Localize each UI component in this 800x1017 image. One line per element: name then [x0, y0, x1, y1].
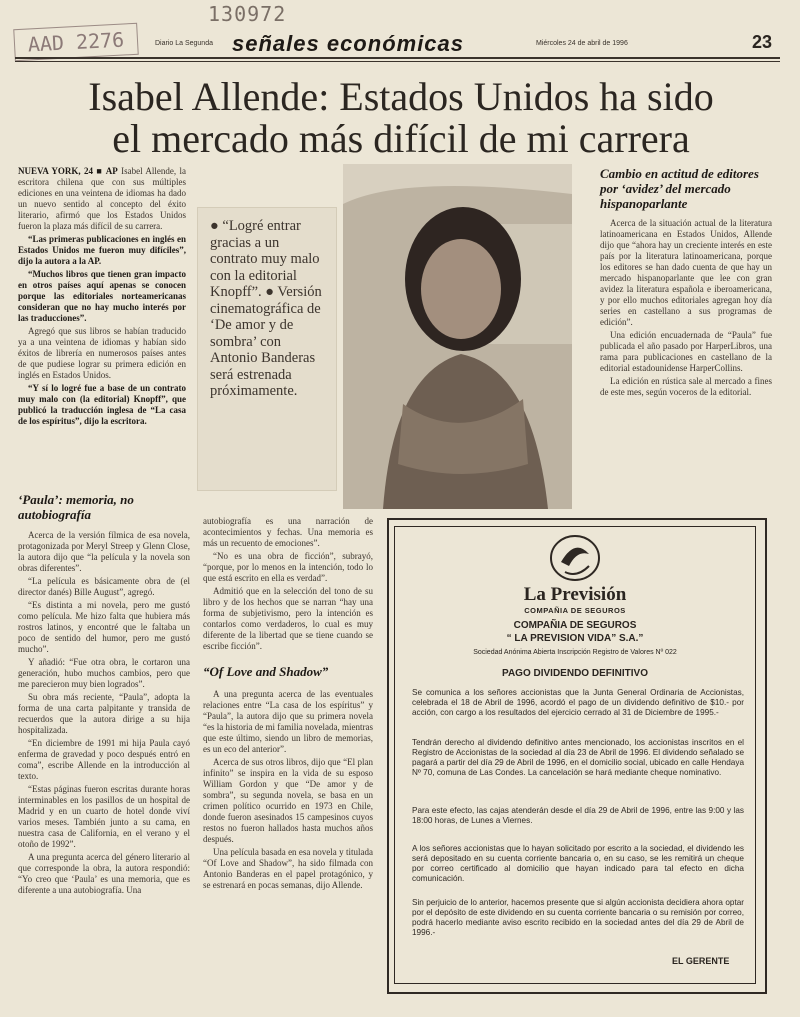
body-paragraph: La edición en rústica sale al mercado a fines de este mes, según voceros de la editorial.	[600, 376, 772, 397]
body-paragraph: Acerca de la situación actual de la literatura latinoamericana en Estados Unidos, Allende dijo que “ahora hay un creciente interés en este país por la literatura latinoamericana, porque los editores se han dado cuenta de que hay un mercado hispanoparlante que lee con gran avidez la literatura española e iberoamericana, y por ello muchos editoriales agregan hoy día series en castellano a sus programas de edición”.	[600, 218, 772, 327]
article-column-right	[600, 218, 772, 400]
body-paragraph: Acerca de sus otros libros, dijo que “El plan infinito” se inspira en la vida de su esposo William Gordon y que “De amor y de sombra”, su segunda novela, se basa en un crimen político ocurrido en 1973 en Chile, donde fueron asesinados 15 campesinos cuyos restos no fueron hallados hasta muchos años después.	[203, 757, 373, 844]
lead-paragraph: Isabel Allende, la escritora chilena que con sus múltiples ediciones en una veintena de idiomas ha dado un nuevo sentido al concepto del éxito literario, afirmó que los Estados Unidos fueron la plaza más difícil de su carrera.	[18, 166, 187, 231]
dateline: NUEVA YORK, 24 ■ AP	[18, 166, 118, 176]
body-paragraph: “No es una obra de ficción”, subrayó, “porque, por lo menos en la intención, todo lo que está escrito en ella es verdad”.	[203, 551, 373, 583]
body-paragraph: “Es distinta a mi novela, pero me gustó como película. Me hizo falta que hubiera más rostros latinos, y encontré que le faltaba un poco de sentido del humor, pero me gustó mucho”.	[18, 600, 190, 654]
body-paragraph: “Estas páginas fueron escritas durante horas interminables en los pasillos de un hospital de Madrid y en un cuarto de hotel donde viví varios meses. También junto a su cama, en nuestra casa de California, en el verano y el otoño de 1992”.	[18, 784, 190, 849]
body-paragraph: Su obra más reciente, “Paula”, adopta la forma de una carta palpitante y transida de recuerdos que la autora dirige a su hija hospitalizada.	[18, 692, 190, 735]
quote-paragraph: “Las primeras publicaciones en inglés en Estados Unidos me fueron muy difíciles”, dijo la autora a la AP.	[18, 234, 186, 266]
article-column-1	[18, 166, 186, 429]
body-paragraph: “En diciembre de 1991 mi hija Paula cayó enferma de gravedad y poco después entró en coma”, escribe Allende en la introducción al texto.	[18, 738, 190, 781]
masthead-rule	[15, 57, 780, 59]
body-paragraph: “La película es básicamente obra de (el director danés) Bille August”, agregó.	[18, 576, 190, 597]
article-column-middle	[203, 516, 373, 893]
section-title: señales económicas	[232, 31, 465, 56]
body-paragraph: Agregó que sus libros se habían traducido ya a una veintena de idiomas y habían sido éxitos de librería en numerosos países antes de que pudiese lograr su primera edición en inglés en Estados Unidos.	[18, 326, 186, 380]
issue-date: Miércoles 24 de abril de 1996	[536, 40, 628, 47]
body-paragraph: autobiografía es una narración de acontecimientos y fechas. Una memoria es más un recuento de emociones”.	[203, 516, 373, 548]
body-paragraph: Y añadió: “Fue otra obra, le cortaron una generación, hubo muchos cambios, pero que me parecieron muy bien logrados”.	[18, 657, 190, 689]
pull-quote: ● “Logré entrar gracias a un contrato muy malo con la editorial Knopff”. ● Versión cinematográfica de ‘De amor y de sombra’ con Antonio Banderas será estrenada próximamente.	[210, 218, 322, 399]
body-paragraph: A una pregunta acerca de las eventuales relaciones entre “La casa de los espíritus” y “Paula”, la autora dijo que su primera novela “es la historia de mi familia novelada, mientras que este último, siendo un libro de memorias, es un eco del anterior”.	[203, 689, 373, 754]
masthead-rule-thin	[15, 61, 780, 62]
quote-paragraph: “Muchos libros que tienen gran impacto en otros países aquí apenas se conocen porque las editoriales norteamericanas consideran que no hay mucho interés por las traducciones”.	[18, 269, 186, 323]
portrait-illustration	[343, 164, 572, 509]
ad-paragraph-3: Para este efecto, las cajas atenderán desde el día 29 de Abril de 1996, entre las 9:00 y las 18:00 horas, de Lunes a Viernes.	[412, 806, 744, 825]
body-paragraph: A una pregunta acerca del género literario al que corresponde la obra, la autora respondió: “Yo creo que ‘Paula’ es una memoria, que es diferente a una autobiografía. Una	[18, 852, 190, 895]
ad-title: PAGO DIVIDENDO DEFINITIVO	[502, 668, 648, 679]
ad-paragraph-4: A los señores accionistas que lo hayan solicitado por escrito a la sociedad, el dividendo les será depositado en su cuenta corriente bancaria o, en su caso, se les remitirá un cheque por correo certificado al domicilio que hayan indicado para tal efecto en dicha comunicación.	[412, 844, 744, 883]
body-paragraph: Acerca de la versión fílmica de esa novela, protagonizada por Meryl Streep y Glenn Close, la autora dijo que “la película y la novela son obras diferentes”.	[18, 530, 190, 573]
ad-paragraph-5: Sin perjuicio de lo anterior, hacemos presente que si algún accionista decidiera ahora optar por el depósito de este dividendo en su cuenta corriente bancaria o su remisión por correo, podrá hacerlo mediante aviso escrito recibido en la sociedad antes del día 29 de Abril de 1996.-	[412, 898, 744, 937]
ad-signature: EL GERENTE	[672, 956, 730, 966]
right-subhead: Cambio en actitud de editores por ‘avidez’ del mercado hispanoparlante	[600, 166, 759, 211]
body-paragraph: Una película basada en esa novela y titulada “Of Love and Shadow”, ha sido filmada con Antonio Banderas en el papel protagónico, y se estrenará en pocas semanas, dijo Allende.	[203, 847, 373, 890]
ad-company-line-1: COMPAÑIA DE SEGUROS	[513, 620, 637, 631]
paper-name: Diario La Segunda	[155, 40, 213, 47]
author-photo	[343, 164, 572, 509]
body-paragraph: Una edición encuadernada de “Paula” fue publicada el año pasado por HarperLibros, una rama para publicaciones en castellano de la editorial estadounidense HarperCollins.	[600, 330, 772, 373]
ad-brand: La Previsión	[523, 584, 627, 605]
body-paragraph: Admitió que en la selección del tono de su libro y de los hechos que se narran “hay una forma de subjetivismo, pero la intención es contarlos como verdaderos, lo cual es muy diferente de la libertad que se tiene cuando se escribe ficción”.	[203, 586, 373, 651]
ad-paragraph-2: Tendrán derecho al dividendo definitivo antes mencionado, los accionistas inscritos en el Registro de Accionistas de la sociedad al día 23 de Abril de 1996. El dividendo señalado se pagará a partir del día 29 de Abril de 1996, en el domicilio social, ubicado en calle Hendaya Nº 70, comuna de Las Condes. La cancelación se hará mediante cheque nominativo.	[412, 738, 744, 777]
headline-line-2: el mercado más difícil de mi carrera	[112, 116, 690, 161]
ad-brand-sub: COMPAÑIA DE SEGUROS	[524, 606, 626, 615]
archive-stamp: AAD 2276	[13, 23, 139, 61]
la-prevision-logo	[547, 532, 603, 584]
article-column-paula	[18, 530, 190, 898]
handwritten-number: 130972	[208, 2, 287, 26]
page-number: 23	[751, 32, 772, 52]
ad-paragraph-1: Se comunica a los señores accionistas que la Junta General Ordinaria de Accionistas, celebrada el 18 de Abril de 1996, acordó el pago de un dividendo definitivo de $10.- por acción, con cargo a los resultados del ejercicio cerrado al 31 de Diciembre de 1995.-	[412, 688, 744, 717]
headline-line-1: Isabel Allende: Estados Unidos ha sido	[88, 74, 714, 119]
ad-company-line-2: “ LA PREVISION VIDA” S.A.”	[506, 633, 644, 644]
of-love-subhead: “Of Love and Shadow”	[203, 664, 329, 679]
ad-registry: Sociedad Anónima Abierta Inscripción Registro de Valores Nº 022	[473, 649, 677, 656]
paula-subhead: ‘Paula’: memoria, no autobiografía	[18, 492, 134, 522]
quote-paragraph: “Y sí lo logré fue a base de un contrato muy malo con (la editorial) Knopff”, que publicó la traducción inglesa de “La casa de los espíritus”, dijo la escritora.	[18, 383, 186, 426]
